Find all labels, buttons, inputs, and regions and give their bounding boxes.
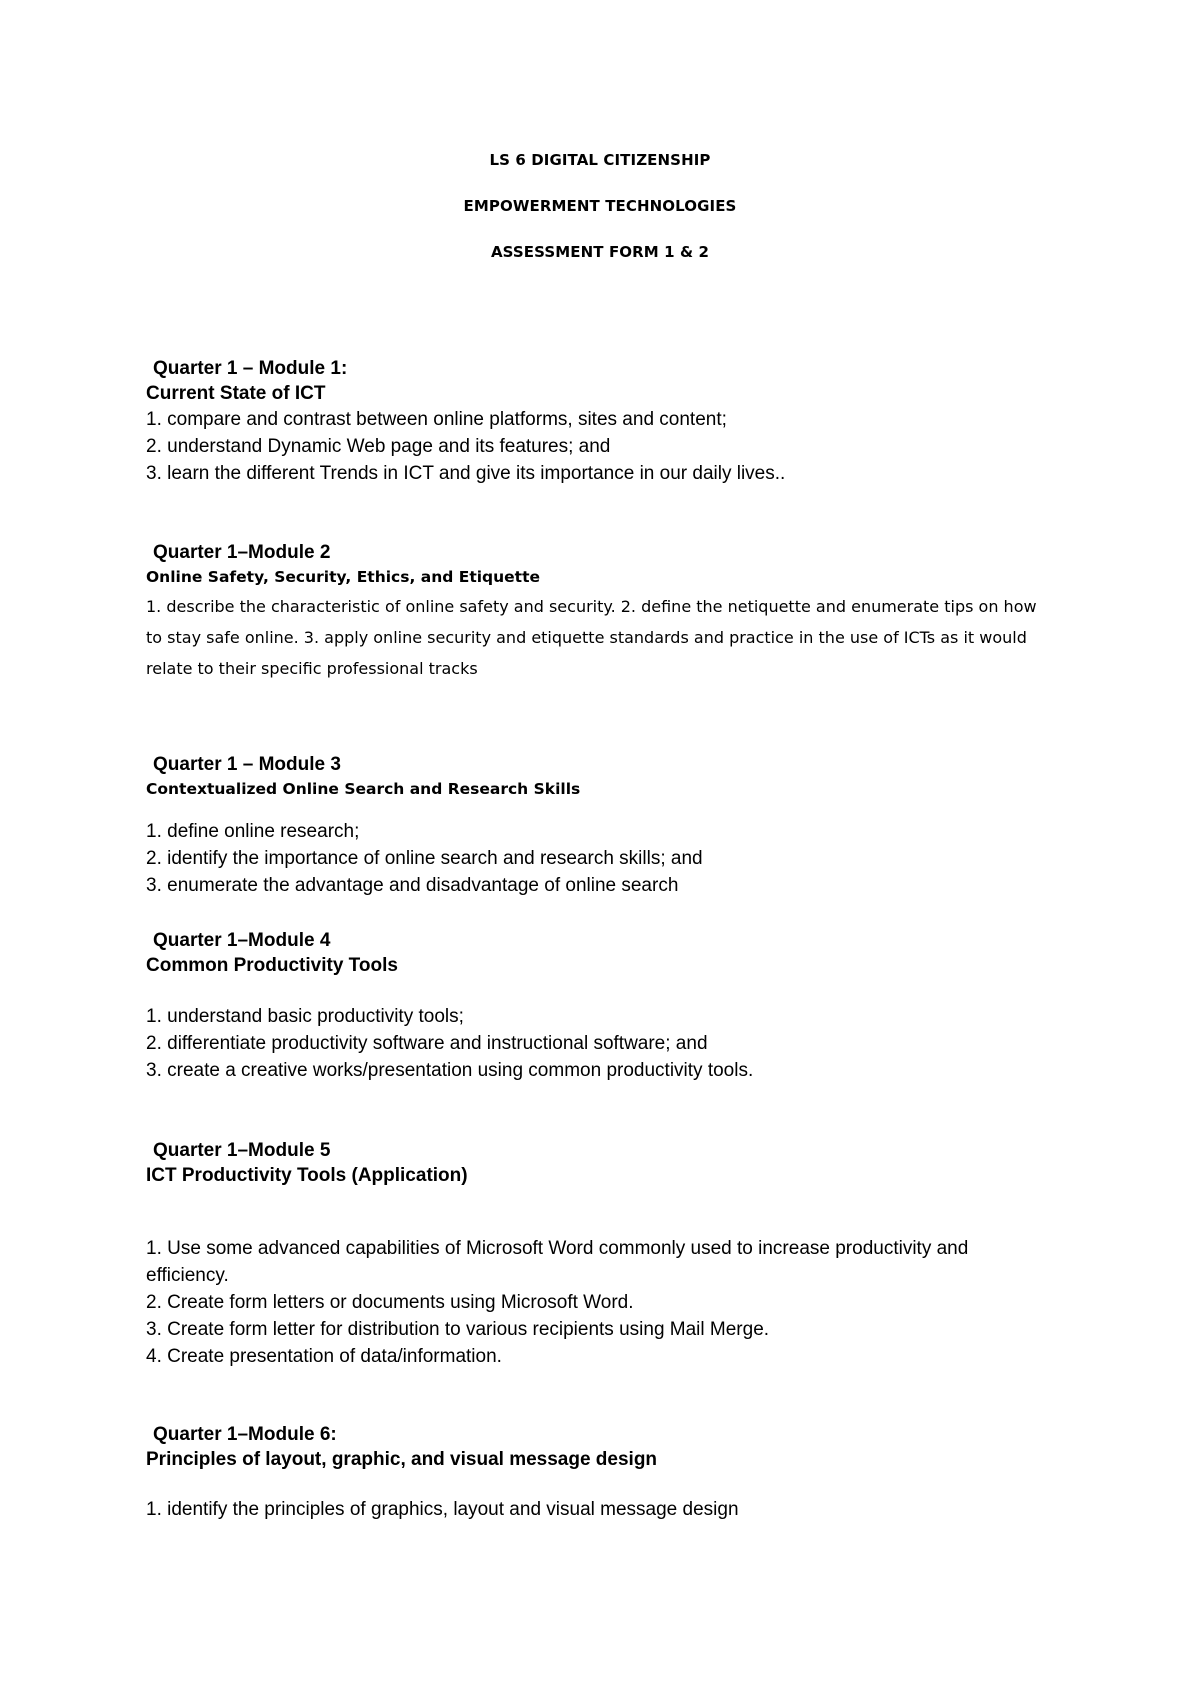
module-6-section	[146, 1422, 1066, 1523]
document-title-line-3: ASSESSMENT FORM 1 & 2	[490, 243, 710, 261]
module-title: Contextualized Online Search and Research Skills	[146, 780, 581, 798]
list-item: 1. compare and contrast between online platforms, sites and content;	[146, 409, 727, 430]
module-heading: Quarter 1–Module 2	[153, 542, 331, 563]
list-item: 1. understand basic productivity tools;	[146, 1006, 464, 1027]
module-title: ICT Productivity Tools (Application)	[146, 1165, 468, 1186]
list-item: 3. enumerate the advantage and disadvantage of online search	[146, 875, 679, 896]
document-title-line-2: EMPOWERMENT TECHNOLOGIES	[463, 197, 737, 215]
list-item: 2. differentiate productivity software and instructional software; and	[146, 1033, 708, 1054]
module-heading: Quarter 1 – Module 3	[153, 754, 341, 775]
module-title: Common Productivity Tools	[146, 955, 398, 976]
list-item: 2. understand Dynamic Web page and its features; and	[146, 436, 611, 457]
list-item: 3. learn the different Trends in ICT and give its importance in our daily lives..	[146, 463, 786, 484]
module-title: Principles of layout, graphic, and visual message design	[146, 1449, 658, 1470]
module-heading: Quarter 1 – Module 1:	[153, 358, 348, 379]
list-item: 1. identify the principles of graphics, layout and visual message design	[146, 1499, 739, 1520]
list-item: 4. Create presentation of data/information.	[146, 1346, 502, 1367]
list-item: 2. identify the importance of online search and research skills; and	[146, 848, 703, 869]
module-title: Current State of ICT	[146, 383, 326, 404]
module-title: Online Safety, Security, Ethics, and Etiquette	[146, 568, 541, 586]
list-item: 3. create a creative works/presentation using common productivity tools.	[146, 1060, 754, 1081]
module-5-section	[146, 1138, 1066, 1370]
module-3-section	[146, 752, 1066, 899]
list-item: 1. define online research;	[146, 821, 360, 842]
list-item: 2. Create form letters or documents using Microsoft Word.	[146, 1292, 634, 1313]
list-item: 1. Use some advanced capabilities of Microsoft Word commonly used to increase productivity and efficiency.	[146, 1238, 969, 1286]
module-heading: Quarter 1–Module 6:	[153, 1424, 337, 1445]
module-paragraph: 1. describe the characteristic of online safety and security. 2. define the netiquette and enumerate tips on how to stay safe online. 3. apply online security and etiquette standards and practice in the use of ICTs as it would relate to their specific professional tracks	[146, 597, 1037, 678]
module-heading: Quarter 1–Module 5	[153, 1140, 331, 1161]
module-heading: Quarter 1–Module 4	[153, 930, 331, 951]
module-4-section	[146, 928, 1066, 1084]
module-2-section	[146, 540, 1066, 684]
list-item: 3. Create form letter for distribution to various recipients using Mail Merge.	[146, 1319, 770, 1340]
document-title-line-1: LS 6 DIGITAL CITIZENSHIP	[489, 151, 711, 169]
module-1-section	[146, 356, 1066, 487]
